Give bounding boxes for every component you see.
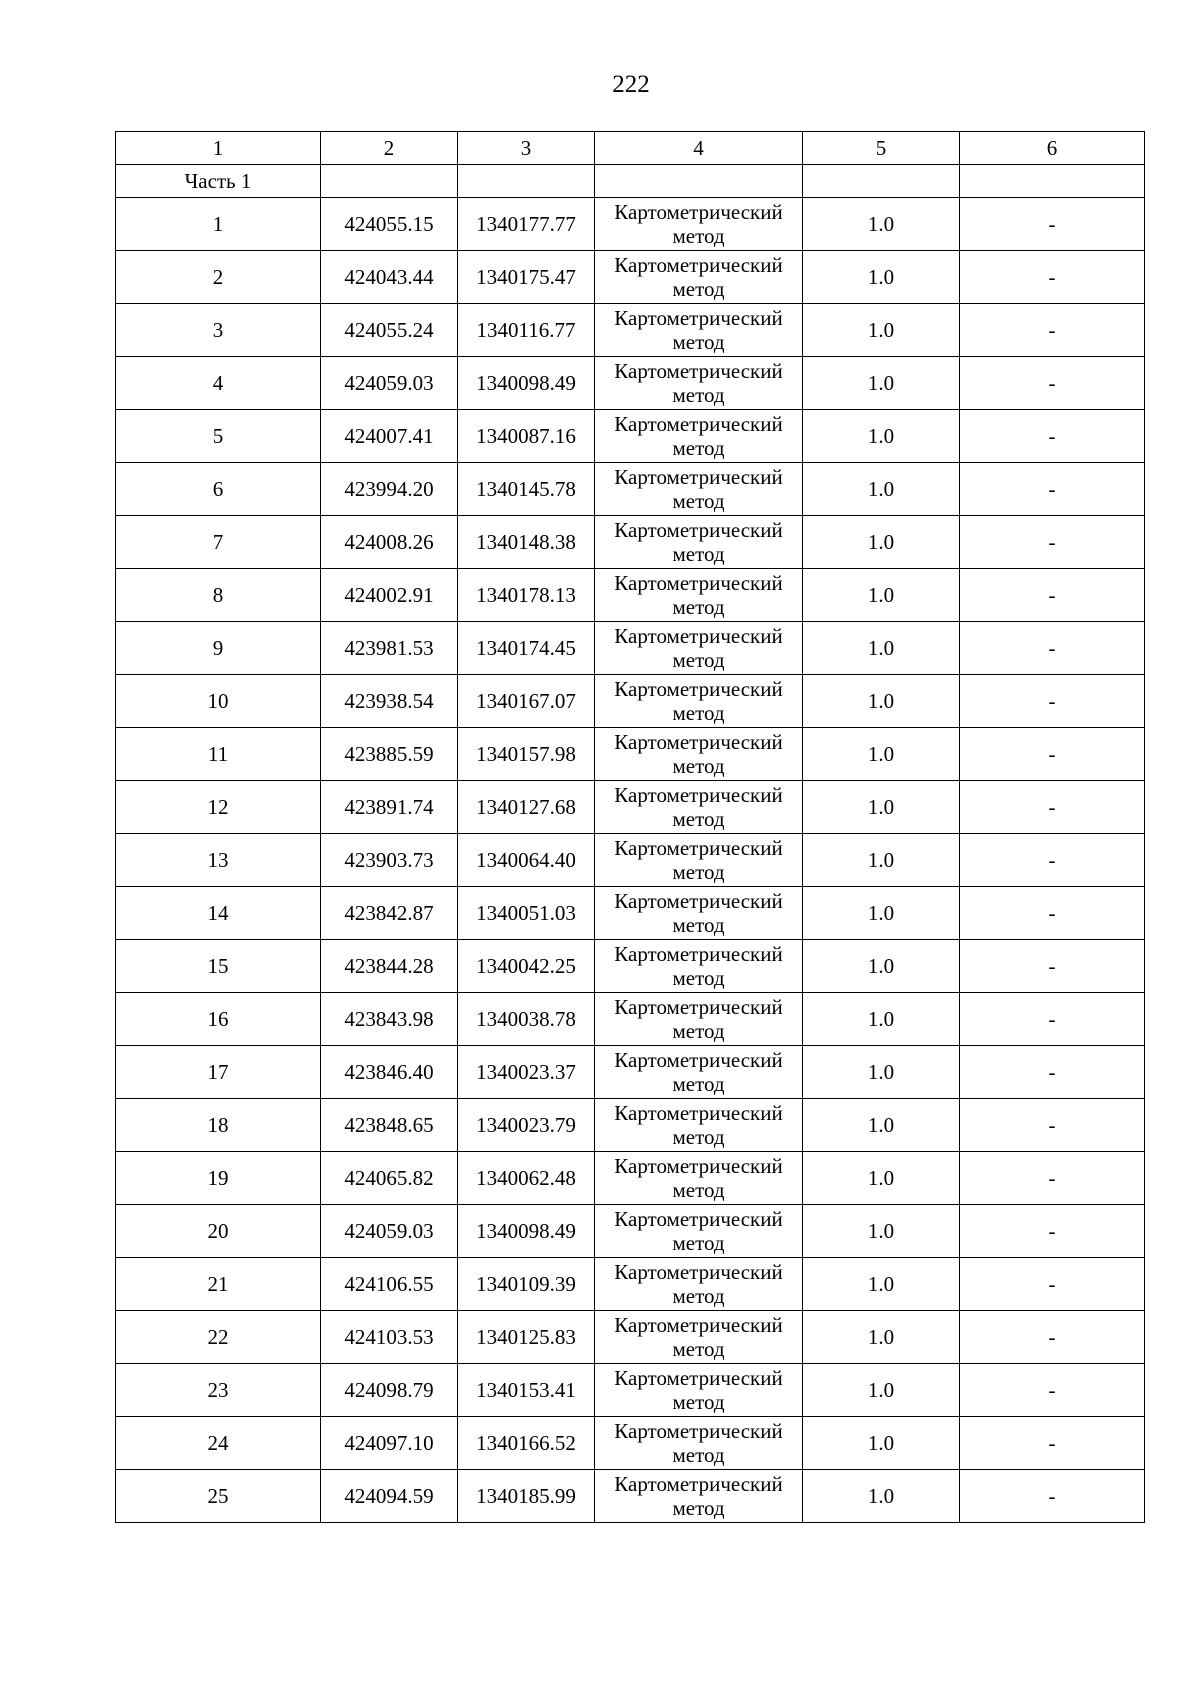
method-cell [595,675,803,728]
note-cell: - [960,1099,1145,1152]
accuracy-cell: 1.0 [803,1205,960,1258]
y-coordinate-cell: 1340116.77 [458,304,595,357]
accuracy-cell: 1.0 [803,1311,960,1364]
x-coordinate-cell: 423844.28 [321,940,458,993]
method-line1: Картометрический [614,942,783,966]
table-row [116,834,1145,887]
table-row [116,569,1145,622]
note-cell: - [960,569,1145,622]
x-coordinate-cell: 424065.82 [321,1152,458,1205]
table-row [116,1258,1145,1311]
table-row [116,1417,1145,1470]
method-line2: метод [672,436,725,460]
table-row [116,940,1145,993]
accuracy-cell: 1.0 [803,1364,960,1417]
method-line1: Картометрический [614,359,783,383]
method-line2: метод [672,1443,725,1467]
note-cell: - [960,357,1145,410]
accuracy-cell: 1.0 [803,1099,960,1152]
accuracy-cell: 1.0 [803,357,960,410]
method-cell [595,1152,803,1205]
table-row [116,516,1145,569]
y-coordinate-cell: 1340109.39 [458,1258,595,1311]
x-coordinate-cell: 423843.98 [321,993,458,1046]
x-coordinate-cell: 423938.54 [321,675,458,728]
method-cell [595,1364,803,1417]
x-coordinate-cell: 424007.41 [321,410,458,463]
accuracy-cell: 1.0 [803,1470,960,1523]
table-row [116,728,1145,781]
y-coordinate-cell: 1340148.38 [458,516,595,569]
method-line2: метод [672,1496,725,1520]
method-line2: метод [672,1390,725,1414]
point-number-cell: 8 [116,569,321,622]
accuracy-cell: 1.0 [803,463,960,516]
header-row [116,132,1145,165]
accuracy-cell: 1.0 [803,622,960,675]
note-cell: - [960,410,1145,463]
method-line2: метод [672,224,725,248]
note-cell: - [960,1311,1145,1364]
accuracy-cell: 1.0 [803,410,960,463]
method-line2: метод [672,913,725,937]
empty-cell [458,165,595,198]
column-header: 2 [321,132,458,165]
empty-cell [321,165,458,198]
method-line2: метод [672,489,725,513]
method-line1: Картометрический [614,1472,783,1496]
x-coordinate-cell: 423885.59 [321,728,458,781]
method-cell [595,251,803,304]
accuracy-cell: 1.0 [803,198,960,251]
table-row [116,993,1145,1046]
table-row [116,675,1145,728]
point-number-cell: 22 [116,1311,321,1364]
point-number-cell: 13 [116,834,321,887]
point-number-cell: 20 [116,1205,321,1258]
point-number-cell: 16 [116,993,321,1046]
method-cell [595,728,803,781]
method-cell [595,1099,803,1152]
table-row [116,781,1145,834]
accuracy-cell: 1.0 [803,940,960,993]
method-cell [595,198,803,251]
y-coordinate-cell: 1340062.48 [458,1152,595,1205]
table-row [116,410,1145,463]
method-line1: Картометрический [614,200,783,224]
method-line1: Картометрический [614,1101,783,1125]
x-coordinate-cell: 424008.26 [321,516,458,569]
point-number-cell: 6 [116,463,321,516]
y-coordinate-cell: 1340038.78 [458,993,595,1046]
accuracy-cell: 1.0 [803,887,960,940]
column-header: 6 [960,132,1145,165]
method-line2: метод [672,542,725,566]
column-header: 3 [458,132,595,165]
note-cell: - [960,940,1145,993]
y-coordinate-cell: 1340127.68 [458,781,595,834]
method-line1: Картометрический [614,1260,783,1284]
accuracy-cell: 1.0 [803,251,960,304]
point-number-cell: 14 [116,887,321,940]
method-cell [595,569,803,622]
table-row [116,1046,1145,1099]
part-row [116,165,1145,198]
y-coordinate-cell: 1340178.13 [458,569,595,622]
method-cell [595,1046,803,1099]
method-line1: Картометрический [614,253,783,277]
method-cell [595,357,803,410]
method-cell [595,304,803,357]
y-coordinate-cell: 1340098.49 [458,1205,595,1258]
note-cell: - [960,993,1145,1046]
method-cell [595,1311,803,1364]
column-header: 5 [803,132,960,165]
accuracy-cell: 1.0 [803,1152,960,1205]
x-coordinate-cell: 424094.59 [321,1470,458,1523]
note-cell: - [960,1470,1145,1523]
method-line1: Картометрический [614,1419,783,1443]
table-row [116,463,1145,516]
point-number-cell: 15 [116,940,321,993]
method-cell [595,516,803,569]
method-line2: метод [672,1072,725,1096]
accuracy-cell: 1.0 [803,1046,960,1099]
accuracy-cell: 1.0 [803,569,960,622]
x-coordinate-cell: 424055.24 [321,304,458,357]
y-coordinate-cell: 1340098.49 [458,357,595,410]
point-number-cell: 2 [116,251,321,304]
x-coordinate-cell: 423981.53 [321,622,458,675]
note-cell: - [960,463,1145,516]
y-coordinate-cell: 1340157.98 [458,728,595,781]
note-cell: - [960,1205,1145,1258]
y-coordinate-cell: 1340174.45 [458,622,595,675]
method-line2: метод [672,1337,725,1361]
y-coordinate-cell: 1340177.77 [458,198,595,251]
y-coordinate-cell: 1340153.41 [458,1364,595,1417]
point-number-cell: 17 [116,1046,321,1099]
table-row [116,1152,1145,1205]
point-number-cell: 24 [116,1417,321,1470]
table-row [116,1205,1145,1258]
method-line1: Картометрический [614,1048,783,1072]
point-number-cell: 3 [116,304,321,357]
method-line2: метод [672,383,725,407]
x-coordinate-cell: 424059.03 [321,357,458,410]
method-line1: Картометрический [614,1207,783,1231]
method-line1: Картометрический [614,836,783,860]
method-line2: метод [672,701,725,725]
note-cell: - [960,304,1145,357]
method-cell [595,463,803,516]
method-line1: Картометрический [614,1154,783,1178]
accuracy-cell: 1.0 [803,516,960,569]
point-number-cell: 23 [116,1364,321,1417]
accuracy-cell: 1.0 [803,993,960,1046]
accuracy-cell: 1.0 [803,1258,960,1311]
method-line2: метод [672,1231,725,1255]
y-coordinate-cell: 1340145.78 [458,463,595,516]
method-cell [595,887,803,940]
method-line1: Картометрический [614,889,783,913]
accuracy-cell: 1.0 [803,834,960,887]
method-line2: метод [672,1019,725,1043]
y-coordinate-cell: 1340023.79 [458,1099,595,1152]
accuracy-cell: 1.0 [803,304,960,357]
note-cell: - [960,622,1145,675]
page-number: 222 [612,71,650,98]
method-line2: метод [672,860,725,884]
x-coordinate-cell: 423842.87 [321,887,458,940]
table-row [116,304,1145,357]
note-cell: - [960,1046,1145,1099]
x-coordinate-cell: 423846.40 [321,1046,458,1099]
point-number-cell: 25 [116,1470,321,1523]
note-cell: - [960,1258,1145,1311]
method-line2: метод [672,1284,725,1308]
method-line2: метод [672,966,725,990]
x-coordinate-cell: 424097.10 [321,1417,458,1470]
method-line1: Картометрический [614,1313,783,1337]
method-cell [595,834,803,887]
x-coordinate-cell: 423994.20 [321,463,458,516]
method-cell [595,940,803,993]
method-line1: Картометрический [614,730,783,754]
table-row [116,1099,1145,1152]
point-number-cell: 21 [116,1258,321,1311]
method-cell [595,993,803,1046]
method-line1: Картометрический [614,624,783,648]
column-header: 4 [595,132,803,165]
column-header: 1 [116,132,321,165]
point-number-cell: 12 [116,781,321,834]
note-cell: - [960,728,1145,781]
y-coordinate-cell: 1340185.99 [458,1470,595,1523]
y-coordinate-cell: 1340042.25 [458,940,595,993]
method-line1: Картометрический [614,1366,783,1390]
y-coordinate-cell: 1340167.07 [458,675,595,728]
point-number-cell: 19 [116,1152,321,1205]
method-line2: метод [672,277,725,301]
y-coordinate-cell: 1340023.37 [458,1046,595,1099]
table-body [116,132,1145,1523]
note-cell: - [960,834,1145,887]
x-coordinate-cell: 424059.03 [321,1205,458,1258]
x-coordinate-cell: 423891.74 [321,781,458,834]
x-coordinate-cell: 423848.65 [321,1099,458,1152]
accuracy-cell: 1.0 [803,675,960,728]
method-line2: метод [672,1125,725,1149]
method-cell [595,1470,803,1523]
note-cell: - [960,1417,1145,1470]
y-coordinate-cell: 1340087.16 [458,410,595,463]
point-number-cell: 5 [116,410,321,463]
method-line2: метод [672,648,725,672]
note-cell: - [960,516,1145,569]
point-number-cell: 18 [116,1099,321,1152]
x-coordinate-cell: 424106.55 [321,1258,458,1311]
method-line2: метод [672,595,725,619]
y-coordinate-cell: 1340175.47 [458,251,595,304]
empty-cell [595,165,803,198]
x-coordinate-cell: 424103.53 [321,1311,458,1364]
point-number-cell: 1 [116,198,321,251]
note-cell: - [960,1364,1145,1417]
note-cell: - [960,1152,1145,1205]
note-cell: - [960,781,1145,834]
method-cell [595,1258,803,1311]
method-line1: Картометрический [614,995,783,1019]
method-line1: Картометрический [614,518,783,542]
accuracy-cell: 1.0 [803,1417,960,1470]
point-number-cell: 9 [116,622,321,675]
accuracy-cell: 1.0 [803,728,960,781]
method-line1: Картометрический [614,306,783,330]
table-row [116,887,1145,940]
point-number-cell: 10 [116,675,321,728]
note-cell: - [960,198,1145,251]
method-line1: Картометрический [614,677,783,701]
method-cell [595,1417,803,1470]
method-line2: метод [672,754,725,778]
method-line2: метод [672,330,725,354]
y-coordinate-cell: 1340125.83 [458,1311,595,1364]
method-cell [595,410,803,463]
method-line1: Картометрический [614,571,783,595]
x-coordinate-cell: 424055.15 [321,198,458,251]
table-row [116,622,1145,675]
table-row [116,357,1145,410]
note-cell: - [960,887,1145,940]
table-row [116,1311,1145,1364]
note-cell: - [960,675,1145,728]
method-line2: метод [672,1178,725,1202]
table-row [116,198,1145,251]
method-line2: метод [672,807,725,831]
empty-cell [960,165,1145,198]
point-number-cell: 4 [116,357,321,410]
x-coordinate-cell: 424098.79 [321,1364,458,1417]
point-number-cell: 7 [116,516,321,569]
y-coordinate-cell: 1340064.40 [458,834,595,887]
x-coordinate-cell: 424043.44 [321,251,458,304]
coordinates-table [115,131,1145,1523]
method-line1: Картометрический [614,783,783,807]
table-row [116,1364,1145,1417]
accuracy-cell: 1.0 [803,781,960,834]
x-coordinate-cell: 423903.73 [321,834,458,887]
method-cell [595,1205,803,1258]
method-line1: Картометрический [614,465,783,489]
note-cell: - [960,251,1145,304]
method-cell [595,781,803,834]
table-row [116,1470,1145,1523]
empty-cell [803,165,960,198]
y-coordinate-cell: 1340166.52 [458,1417,595,1470]
part-label: Часть 1 [116,165,321,198]
point-number-cell: 11 [116,728,321,781]
x-coordinate-cell: 424002.91 [321,569,458,622]
y-coordinate-cell: 1340051.03 [458,887,595,940]
table-row [116,251,1145,304]
method-cell [595,622,803,675]
method-line1: Картометрический [614,412,783,436]
